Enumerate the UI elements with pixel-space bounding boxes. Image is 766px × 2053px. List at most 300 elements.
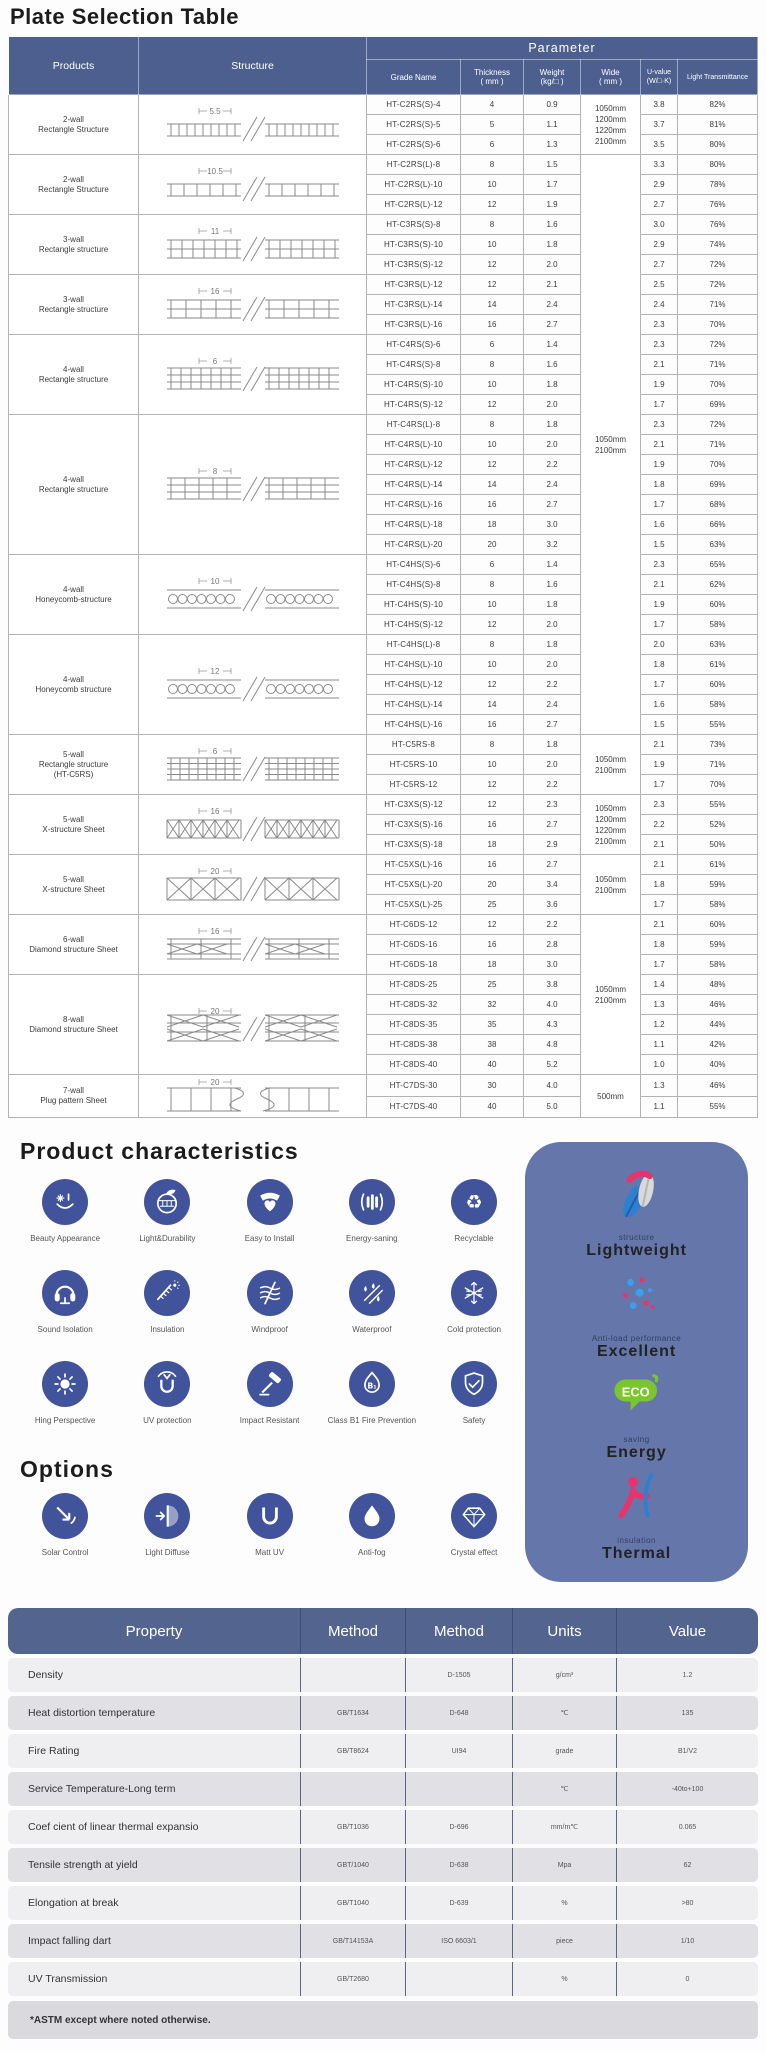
solar-icon bbox=[42, 1493, 88, 1539]
grade-name-cell: HT-C4HS(S)-12 bbox=[367, 615, 461, 635]
grade-name-cell: HT-C3XS(S)-12 bbox=[367, 795, 461, 815]
property-header-col-4: Value bbox=[616, 1608, 758, 1654]
weight-cell: 2.8 bbox=[524, 935, 581, 955]
plate-table-body bbox=[9, 95, 758, 1118]
grade-name-cell: HT-C3RS(S)-10 bbox=[367, 235, 461, 255]
water-icon bbox=[349, 1270, 395, 1316]
property-value-cell: ℃ bbox=[512, 1772, 616, 1806]
option-item bbox=[116, 1493, 218, 1558]
weight-cell: 0.9 bbox=[524, 95, 581, 115]
weight-cell: 1.5 bbox=[524, 155, 581, 175]
thickness-cell: 14 bbox=[461, 475, 524, 495]
light-transmittance-cell: 46% bbox=[678, 995, 758, 1015]
light-transmittance-cell: 72% bbox=[678, 255, 758, 275]
property-value-cell: B1/V2 bbox=[616, 1734, 758, 1768]
dancer-icon bbox=[606, 1465, 668, 1532]
light-transmittance-cell: 70% bbox=[678, 775, 758, 795]
svg-text:5.5: 5.5 bbox=[208, 106, 221, 116]
light-transmittance-cell: 59% bbox=[678, 875, 758, 895]
characteristic-item bbox=[321, 1361, 423, 1426]
weight-cell: 5.0 bbox=[524, 1096, 581, 1118]
property-row bbox=[8, 1848, 758, 1882]
thickness-cell: 10 bbox=[461, 175, 524, 195]
characteristic-item-label: Cold protection bbox=[447, 1325, 501, 1334]
weight-cell: 2.4 bbox=[524, 295, 581, 315]
diffuse-icon bbox=[144, 1493, 190, 1539]
svg-text:8: 8 bbox=[212, 466, 217, 476]
property-value-cell: GB/T14153A bbox=[300, 1924, 405, 1958]
grade-name-cell: HT-C4RS(L)-20 bbox=[367, 535, 461, 555]
grade-name-cell: HT-C2RS(L)-8 bbox=[367, 155, 461, 175]
col-header-products: Products bbox=[9, 37, 139, 95]
grade-name-cell: HT-C5XS(L)-20 bbox=[367, 875, 461, 895]
light-transmittance-cell: 60% bbox=[678, 675, 758, 695]
weight-cell: 2.7 bbox=[524, 315, 581, 335]
grade-name-cell: HT-C4RS(L)-16 bbox=[367, 495, 461, 515]
property-value-cell: grade bbox=[512, 1734, 616, 1768]
property-header-col-0: Property bbox=[125, 1622, 183, 1640]
grade-name-cell: HT-C3RS(S)-12 bbox=[367, 255, 461, 275]
property-value-cell bbox=[300, 1772, 405, 1806]
grade-name-cell: HT-C5RS-10 bbox=[367, 755, 461, 775]
thickness-cell: 18 bbox=[461, 515, 524, 535]
light-transmittance-cell: 71% bbox=[678, 435, 758, 455]
table-row bbox=[9, 95, 758, 115]
characteristic-item-label: UV protection bbox=[143, 1416, 192, 1425]
wide-cell: 500mm bbox=[581, 1075, 641, 1118]
u-value-cell: 1.9 bbox=[641, 455, 678, 475]
grade-name-cell: HT-C4RS(L)-12 bbox=[367, 455, 461, 475]
uv-icon bbox=[144, 1361, 190, 1407]
thickness-cell: 12 bbox=[461, 775, 524, 795]
property-row bbox=[8, 1658, 758, 1692]
sound-icon bbox=[42, 1270, 88, 1316]
u-value-cell: 1.0 bbox=[641, 1055, 678, 1075]
light-transmittance-cell: 71% bbox=[678, 755, 758, 775]
weight-cell: 1.6 bbox=[524, 575, 581, 595]
weight-cell: 2.0 bbox=[524, 655, 581, 675]
grade-name-cell: HT-C2RS(L)-10 bbox=[367, 175, 461, 195]
characteristic-item-label: Windproof bbox=[251, 1325, 288, 1334]
grade-name-cell: HT-C7DS-30 bbox=[367, 1075, 461, 1097]
structure-diagram bbox=[139, 635, 367, 735]
weight-cell: 4.3 bbox=[524, 1015, 581, 1035]
thickness-cell: 10 bbox=[461, 655, 524, 675]
characteristic-item-label: Impact Resistant bbox=[239, 1416, 300, 1425]
product-cell: 5-wall X-structure Sheet bbox=[9, 795, 139, 855]
thickness-cell: 10 bbox=[461, 595, 524, 615]
thickness-cell: 10 bbox=[461, 375, 524, 395]
u-value-cell: 2.3 bbox=[641, 415, 678, 435]
property-row bbox=[8, 1696, 758, 1730]
light-transmittance-cell: 63% bbox=[678, 535, 758, 555]
u-value-cell: 1.9 bbox=[641, 595, 678, 615]
product-cell: 8-wall Diamond structure Sheet bbox=[9, 975, 139, 1075]
grade-name-cell: HT-C5XS(L)-16 bbox=[367, 855, 461, 875]
light-transmittance-cell: 46% bbox=[678, 1075, 758, 1097]
u-value-cell: 3.8 bbox=[641, 95, 678, 115]
product-cell: 5-wall Rectangle structure (HT-C5RS) bbox=[9, 735, 139, 795]
u-value-cell: 1.7 bbox=[641, 775, 678, 795]
grade-name-cell: HT-C3RS(L)-14 bbox=[367, 295, 461, 315]
property-value-cell: UI94 bbox=[405, 1734, 512, 1768]
light-transmittance-cell: 63% bbox=[678, 635, 758, 655]
property-value-cell: GB/T1634 bbox=[300, 1696, 405, 1730]
property-name-cell: Coef cient of linear thermal expansio bbox=[28, 1821, 199, 1833]
col-header-parameter: Parameter bbox=[367, 37, 758, 60]
weight-cell: 1.6 bbox=[524, 215, 581, 235]
property-value-cell: ISO 6603/1 bbox=[405, 1924, 512, 1958]
property-value-cell: % bbox=[512, 1962, 616, 1996]
grade-name-cell: HT-C4RS(L)-18 bbox=[367, 515, 461, 535]
weight-cell: 2.2 bbox=[524, 775, 581, 795]
grade-name-cell: HT-C4RS(S)-10 bbox=[367, 375, 461, 395]
u-value-cell: 2.3 bbox=[641, 555, 678, 575]
svg-text:6: 6 bbox=[212, 746, 217, 756]
badge-item bbox=[592, 1263, 681, 1360]
characteristic-item bbox=[14, 1361, 116, 1426]
property-value-cell: 1.2 bbox=[616, 1658, 758, 1692]
property-header-col-3: Units bbox=[512, 1608, 616, 1654]
weight-cell: 2.0 bbox=[524, 615, 581, 635]
grade-name-cell: HT-C4RS(S)-6 bbox=[367, 335, 461, 355]
light-transmittance-cell: 70% bbox=[678, 455, 758, 475]
table-row bbox=[9, 795, 758, 815]
property-row bbox=[8, 1962, 758, 1996]
svg-text:20: 20 bbox=[210, 866, 219, 876]
plate-table-head bbox=[9, 37, 758, 95]
u-value-cell: 2.1 bbox=[641, 435, 678, 455]
col-header-light-transmittance: Light Transmittance bbox=[678, 60, 758, 95]
thickness-cell: 8 bbox=[461, 575, 524, 595]
property-name-cell: Impact falling dart bbox=[28, 1935, 111, 1947]
ball-icon bbox=[144, 1179, 190, 1225]
grade-name-cell: HT-C4HS(L)-14 bbox=[367, 695, 461, 715]
table-row bbox=[9, 855, 758, 875]
u-value-cell: 1.8 bbox=[641, 875, 678, 895]
svg-text:11: 11 bbox=[210, 226, 219, 236]
table-row bbox=[9, 735, 758, 755]
u-value-cell: 1.5 bbox=[641, 715, 678, 735]
light-transmittance-cell: 50% bbox=[678, 835, 758, 855]
characteristic-item-label: Waterproof bbox=[352, 1325, 392, 1334]
options-title: Options bbox=[20, 1456, 114, 1482]
property-name-cell: UV Transmission bbox=[28, 1973, 108, 1985]
property-header-col-1: Method bbox=[300, 1608, 405, 1654]
light-transmittance-cell: 74% bbox=[678, 235, 758, 255]
light-transmittance-cell: 71% bbox=[678, 355, 758, 375]
wide-cell: 1050mm 2100mm bbox=[581, 155, 641, 735]
property-name-cell: Density bbox=[28, 1669, 64, 1681]
grade-name-cell: HT-C4RS(L)-10 bbox=[367, 435, 461, 455]
thickness-cell: 18 bbox=[461, 835, 524, 855]
thickness-cell: 18 bbox=[461, 955, 524, 975]
weight-cell: 1.8 bbox=[524, 415, 581, 435]
characteristic-item bbox=[423, 1179, 525, 1244]
light-transmittance-cell: 81% bbox=[678, 115, 758, 135]
weight-cell: 2.7 bbox=[524, 495, 581, 515]
thickness-cell: 12 bbox=[461, 795, 524, 815]
grade-name-cell: HT-C8DS-25 bbox=[367, 975, 461, 995]
svg-text:16: 16 bbox=[210, 926, 219, 936]
svg-text:16: 16 bbox=[210, 806, 219, 816]
characteristic-item bbox=[218, 1361, 320, 1426]
grade-name-cell: HT-C8DS-35 bbox=[367, 1015, 461, 1035]
badge-big-label: Excellent bbox=[596, 1343, 677, 1360]
u-value-cell: 1.7 bbox=[641, 615, 678, 635]
weight-cell: 1.4 bbox=[524, 555, 581, 575]
option-item bbox=[423, 1493, 525, 1558]
property-table-body bbox=[8, 1658, 758, 1996]
grade-name-cell: HT-C8DS-38 bbox=[367, 1035, 461, 1055]
structure-diagram bbox=[139, 275, 367, 335]
light-transmittance-cell: 70% bbox=[678, 315, 758, 335]
thickness-cell: 5 bbox=[461, 115, 524, 135]
recycle-icon bbox=[451, 1179, 497, 1225]
structure-diagram bbox=[139, 735, 367, 795]
svg-text:B₁: B₁ bbox=[367, 1381, 377, 1391]
sun-icon bbox=[42, 1361, 88, 1407]
characteristic-item-label: Class B1 Fire Prevention bbox=[327, 1416, 417, 1425]
weight-cell: 1.7 bbox=[524, 175, 581, 195]
u-value-cell: 2.5 bbox=[641, 275, 678, 295]
weight-cell: 1.9 bbox=[524, 195, 581, 215]
property-value-cell: GB/T8624 bbox=[300, 1734, 405, 1768]
badge-item bbox=[606, 1364, 668, 1461]
grade-name-cell: HT-C5RS-8 bbox=[367, 735, 461, 755]
grade-name-cell: HT-C7DS-40 bbox=[367, 1096, 461, 1118]
crystal-icon bbox=[451, 1493, 497, 1539]
weight-cell: 1.4 bbox=[524, 335, 581, 355]
characteristic-item-label: Insulation bbox=[150, 1325, 185, 1334]
light-transmittance-cell: 58% bbox=[678, 615, 758, 635]
u-value-cell: 3.3 bbox=[641, 155, 678, 175]
thickness-cell: 4 bbox=[461, 95, 524, 115]
grade-name-cell: HT-C4RS(L)-8 bbox=[367, 415, 461, 435]
weight-cell: 2.0 bbox=[524, 755, 581, 775]
light-transmittance-cell: 65% bbox=[678, 555, 758, 575]
property-value-cell: GB/T1040 bbox=[300, 1886, 405, 1920]
thickness-cell: 25 bbox=[461, 975, 524, 995]
grade-name-cell: HT-C8DS-32 bbox=[367, 995, 461, 1015]
structure-diagram bbox=[139, 415, 367, 555]
weight-cell: 3.4 bbox=[524, 875, 581, 895]
light-transmittance-cell: 61% bbox=[678, 655, 758, 675]
thickness-cell: 16 bbox=[461, 495, 524, 515]
property-value-cell bbox=[300, 1658, 405, 1692]
thickness-cell: 10 bbox=[461, 435, 524, 455]
thickness-cell: 35 bbox=[461, 1015, 524, 1035]
u-value-cell: 2.1 bbox=[641, 915, 678, 935]
characteristic-item-label: Hing Perspective bbox=[34, 1416, 96, 1425]
u-value-cell: 2.1 bbox=[641, 855, 678, 875]
weight-cell: 2.0 bbox=[524, 435, 581, 455]
light-transmittance-cell: 73% bbox=[678, 735, 758, 755]
weight-cell: 3.8 bbox=[524, 975, 581, 995]
light-transmittance-cell: 76% bbox=[678, 215, 758, 235]
light-transmittance-cell: 48% bbox=[678, 975, 758, 995]
thickness-cell: 12 bbox=[461, 195, 524, 215]
grade-name-cell: HT-C4HS(L)-16 bbox=[367, 715, 461, 735]
light-transmittance-cell: 72% bbox=[678, 335, 758, 355]
weight-cell: 3.6 bbox=[524, 895, 581, 915]
u-value-cell: 1.8 bbox=[641, 655, 678, 675]
u-value-cell: 2.9 bbox=[641, 235, 678, 255]
light-transmittance-cell: 78% bbox=[678, 175, 758, 195]
weight-cell: 2.7 bbox=[524, 855, 581, 875]
property-name-cell: Fire Rating bbox=[28, 1745, 80, 1757]
grade-name-cell: HT-C3RS(L)-12 bbox=[367, 275, 461, 295]
property-name-cell: Tensile strength at yield bbox=[28, 1859, 138, 1871]
light-transmittance-cell: 58% bbox=[678, 955, 758, 975]
plate-selection-table bbox=[0, 36, 766, 1118]
thickness-cell: 25 bbox=[461, 895, 524, 915]
u-value-cell: 2.1 bbox=[641, 735, 678, 755]
lower-section bbox=[0, 1124, 766, 1582]
thickness-cell: 16 bbox=[461, 715, 524, 735]
svg-text:ECO: ECO bbox=[621, 1384, 650, 1400]
grade-name-cell: HT-C4HS(L)-10 bbox=[367, 655, 461, 675]
badge-item bbox=[586, 1162, 687, 1259]
u-value-cell: 2.1 bbox=[641, 575, 678, 595]
property-value-cell: -40to+100 bbox=[616, 1772, 758, 1806]
weight-cell: 1.8 bbox=[524, 595, 581, 615]
fire-icon bbox=[349, 1361, 395, 1407]
install-icon bbox=[247, 1179, 293, 1225]
thickness-cell: 8 bbox=[461, 415, 524, 435]
thickness-cell: 12 bbox=[461, 455, 524, 475]
thickness-cell: 12 bbox=[461, 615, 524, 635]
light-transmittance-cell: 82% bbox=[678, 95, 758, 115]
light-transmittance-cell: 52% bbox=[678, 815, 758, 835]
svg-text:10.5: 10.5 bbox=[206, 166, 223, 176]
u-value-cell: 3.5 bbox=[641, 135, 678, 155]
thickness-cell: 8 bbox=[461, 155, 524, 175]
weight-cell: 3.2 bbox=[524, 535, 581, 555]
characteristic-item-label: Light&Durability bbox=[139, 1234, 196, 1243]
badge-small-label: Anti-load performance bbox=[591, 1334, 682, 1343]
light-transmittance-cell: 58% bbox=[678, 895, 758, 915]
wide-cell: 1050mm 2100mm bbox=[581, 915, 641, 1075]
property-row bbox=[8, 1924, 758, 1958]
light-transmittance-cell: 60% bbox=[678, 595, 758, 615]
table-row bbox=[9, 635, 758, 655]
property-value-cell: D-1505 bbox=[405, 1658, 512, 1692]
u-value-cell: 1.9 bbox=[641, 755, 678, 775]
u-value-cell: 1.8 bbox=[641, 935, 678, 955]
weight-cell: 1.1 bbox=[524, 115, 581, 135]
thickness-cell: 30 bbox=[461, 1075, 524, 1097]
badge-big-label: Thermal bbox=[601, 1545, 672, 1562]
light-transmittance-cell: 60% bbox=[678, 915, 758, 935]
weight-cell: 4.8 bbox=[524, 1035, 581, 1055]
product-cell: 2-wall Rectangle Structure bbox=[9, 95, 139, 155]
svg-text:20: 20 bbox=[210, 1006, 219, 1016]
u-value-cell: 1.7 bbox=[641, 895, 678, 915]
property-value-cell: GB/T2680 bbox=[300, 1962, 405, 1996]
u-value-cell: 2.3 bbox=[641, 315, 678, 335]
property-name-cell: Service Temperature-Long term bbox=[28, 1783, 176, 1795]
property-header-col-2: Method bbox=[405, 1608, 512, 1654]
property-value-cell: D-648 bbox=[405, 1696, 512, 1730]
weight-cell: 2.1 bbox=[524, 275, 581, 295]
option-item bbox=[14, 1493, 116, 1558]
grade-name-cell: HT-C6DS-18 bbox=[367, 955, 461, 975]
thickness-cell: 12 bbox=[461, 275, 524, 295]
page-title: Plate Selection Table bbox=[10, 4, 239, 29]
grade-name-cell: HT-C5XS(L)-25 bbox=[367, 895, 461, 915]
u-value-cell: 2.3 bbox=[641, 795, 678, 815]
col-header-structure: Structure bbox=[139, 37, 367, 95]
mattuv-icon bbox=[247, 1493, 293, 1539]
characteristic-item bbox=[423, 1361, 525, 1426]
col-header-u-value: U-value (W/□·K) bbox=[641, 60, 678, 95]
option-item-label: Anti-fog bbox=[358, 1548, 386, 1557]
product-cell: 7-wall Plug pattern Sheet bbox=[9, 1075, 139, 1118]
thickness-cell: 40 bbox=[461, 1096, 524, 1118]
u-value-cell: 2.1 bbox=[641, 835, 678, 855]
structure-diagram bbox=[139, 1075, 367, 1118]
grade-name-cell: HT-C3XS(S)-18 bbox=[367, 835, 461, 855]
u-value-cell: 2.1 bbox=[641, 355, 678, 375]
badge-big-label: Energy bbox=[606, 1444, 667, 1461]
svg-text:12: 12 bbox=[210, 666, 219, 676]
structure-diagram bbox=[139, 155, 367, 215]
property-value-cell: D-639 bbox=[405, 1886, 512, 1920]
weight-cell: 1.6 bbox=[524, 355, 581, 375]
svg-text:20: 20 bbox=[210, 1078, 219, 1087]
u-value-cell: 2.7 bbox=[641, 195, 678, 215]
table-row bbox=[9, 1075, 758, 1097]
weight-cell: 2.4 bbox=[524, 695, 581, 715]
thickness-cell: 6 bbox=[461, 135, 524, 155]
property-value-cell: piece bbox=[512, 1924, 616, 1958]
wide-cell: 1050mm 2100mm bbox=[581, 855, 641, 915]
product-cell: 4-wall Rectangle structure bbox=[9, 415, 139, 555]
u-value-cell: 1.2 bbox=[641, 1015, 678, 1035]
option-item-label: Matt UV bbox=[255, 1548, 285, 1557]
weight-cell: 2.7 bbox=[524, 715, 581, 735]
light-transmittance-cell: 42% bbox=[678, 1035, 758, 1055]
option-item-label: Light Diffuse bbox=[145, 1548, 190, 1557]
thickness-cell: 10 bbox=[461, 235, 524, 255]
light-transmittance-cell: 40% bbox=[678, 1055, 758, 1075]
weight-cell: 2.7 bbox=[524, 815, 581, 835]
wind-icon bbox=[247, 1270, 293, 1316]
thickness-cell: 16 bbox=[461, 855, 524, 875]
grade-name-cell: HT-C4RS(S)-12 bbox=[367, 395, 461, 415]
svg-text:16: 16 bbox=[210, 286, 219, 296]
u-value-cell: 1.9 bbox=[641, 375, 678, 395]
option-item-label: Solar Control bbox=[41, 1548, 89, 1557]
thickness-cell: 14 bbox=[461, 295, 524, 315]
light-transmittance-cell: 80% bbox=[678, 135, 758, 155]
weight-cell: 2.2 bbox=[524, 675, 581, 695]
property-value-cell: g/cm³ bbox=[512, 1658, 616, 1692]
light-transmittance-cell: 76% bbox=[678, 195, 758, 215]
weight-cell: 1.3 bbox=[524, 135, 581, 155]
structure-diagram bbox=[139, 855, 367, 915]
property-name-cell: Heat distortion temperature bbox=[28, 1707, 156, 1719]
characteristic-item-label: Easy to Install bbox=[244, 1234, 295, 1243]
wide-cell: 1050mm 2100mm bbox=[581, 735, 641, 795]
table-row bbox=[9, 975, 758, 995]
table-row bbox=[9, 335, 758, 355]
grade-name-cell: HT-C4RS(L)-14 bbox=[367, 475, 461, 495]
thickness-cell: 10 bbox=[461, 755, 524, 775]
light-transmittance-cell: 55% bbox=[678, 715, 758, 735]
thickness-cell: 20 bbox=[461, 875, 524, 895]
